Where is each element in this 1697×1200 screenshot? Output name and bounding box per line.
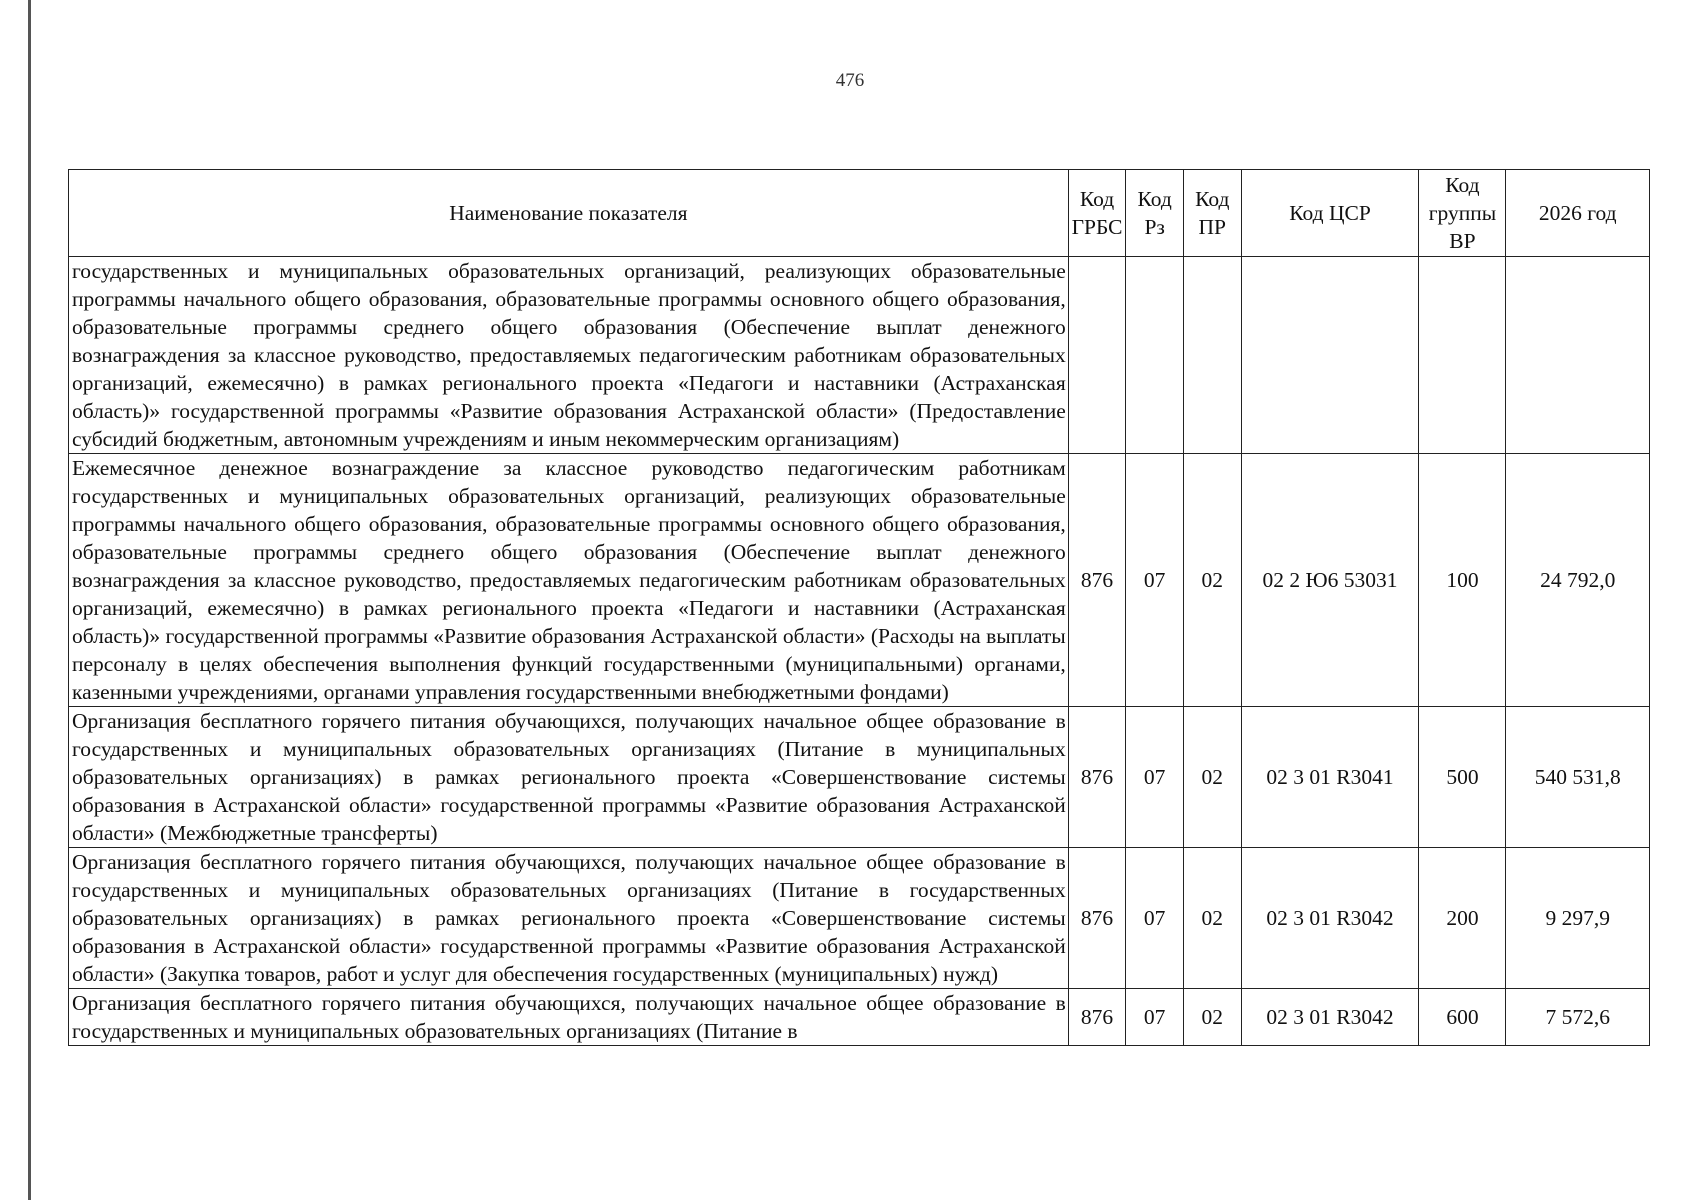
header-csr-code: Код ЦСР [1241,170,1419,257]
row-csr-code: 02 3 01 R3042 [1241,848,1419,989]
row-pr-code: 02 [1183,707,1241,848]
row-pr-code [1183,257,1241,454]
row-amount-2026: 9 297,9 [1506,848,1650,989]
row-grbs-code: 876 [1068,848,1126,989]
header-pr-code: Код ПР [1183,170,1241,257]
row-indicator-name: Организация бесплатного горячего питания обучающихся, получающих начальное общее образование в государственных и муниципальных образовательных организациях (Питание в [69,989,1069,1046]
row-vr-code: 500 [1419,707,1506,848]
row-pr-code: 02 [1183,454,1241,707]
budget-table-container [68,169,1650,1046]
row-amount-2026: 540 531,8 [1506,707,1650,848]
table-row [69,257,1650,454]
header-rz-code: Код Рз [1126,170,1184,257]
table-row [69,707,1650,848]
row-pr-code: 02 [1183,989,1241,1046]
row-amount-2026: 24 792,0 [1506,454,1650,707]
row-indicator-name: государственных и муниципальных образовательных организаций, реализующих образовательные программы начального общего образования, образовательные программы основного общего образования, образовательные программы среднего общего образования (Обеспечение выплат денежного вознаграждения за классное руководство, предоставляемых педагогическим работникам образовательных организаций, ежемесячно) в рамках регионального проекта «Педагоги и наставники (Астраханская область)» государственной программы «Развитие образования Астраханской области» (Предоставление субсидий бюджетным, автономным учреждениям и иным некоммерческим организациям) [69,257,1069,454]
row-grbs-code: 876 [1068,454,1126,707]
table-row [69,848,1650,989]
row-csr-code: 02 3 01 R3042 [1241,989,1419,1046]
row-vr-code: 100 [1419,454,1506,707]
row-vr-code [1419,257,1506,454]
row-vr-code: 600 [1419,989,1506,1046]
row-rz-code: 07 [1126,989,1184,1046]
header-year-2026: 2026 год [1506,170,1650,257]
row-csr-code: 02 2 Ю6 53031 [1241,454,1419,707]
row-rz-code: 07 [1126,848,1184,989]
row-indicator-name: Ежемесячное денежное вознаграждение за классное руководство педагогическим работникам государственных и муниципальных образовательных организаций, реализующих образовательные программы начального общего образования, образовательные программы основного общего образования, образовательные программы среднего общего образования (Обеспечение выплат денежного вознаграждения за классное руководство, предоставляемых педагогическим работникам образовательных организаций, ежемесячно) в рамках регионального проекта «Педагоги и наставники (Астраханская область)» государственной программы «Развитие образования Астраханской области» (Расходы на выплаты персоналу в целях обеспечения выполнения функций государственными (муниципальными) органами, казенными учреждениями, органами управления государственными внебюджетными фондами) [69,454,1069,707]
row-indicator-name: Организация бесплатного горячего питания обучающихся, получающих начальное общее образование в государственных и муниципальных образовательных организациях (Питание в муниципальных образовательных организациях) в рамках регионального проекта «Совершенствование системы образования в Астраханской области» государственной программы «Развитие образования Астраханской области» (Межбюджетные трансферты) [69,707,1069,848]
row-grbs-code [1068,257,1126,454]
binding-margin-line [28,0,31,1200]
row-csr-code: 02 3 01 R3041 [1241,707,1419,848]
table-header-row [69,170,1650,257]
row-amount-2026: 7 572,6 [1506,989,1650,1046]
row-pr-code: 02 [1183,848,1241,989]
header-vr-group-code: Код группы ВР [1419,170,1506,257]
row-rz-code [1126,257,1184,454]
table-row [69,454,1650,707]
row-rz-code: 07 [1126,707,1184,848]
row-grbs-code: 876 [1068,989,1126,1046]
header-indicator-name: Наименование показателя [69,170,1069,257]
table-row [69,989,1650,1046]
header-grbs-code: Код ГРБС [1068,170,1126,257]
row-rz-code: 07 [1126,454,1184,707]
row-csr-code [1241,257,1419,454]
row-vr-code: 200 [1419,848,1506,989]
row-indicator-name: Организация бесплатного горячего питания обучающихся, получающих начальное общее образование в государственных и муниципальных образовательных организациях (Питание в государственных образовательных организациях) в рамках регионального проекта «Совершенствование системы образования в Астраханской области» государственной программы «Развитие образования Астраханской области» (Закупка товаров, работ и услуг для обеспечения государственных (муниципальных) нужд) [69,848,1069,989]
row-amount-2026 [1506,257,1650,454]
budget-table [68,169,1650,1046]
page-number: 476 [835,70,865,91]
row-grbs-code: 876 [1068,707,1126,848]
